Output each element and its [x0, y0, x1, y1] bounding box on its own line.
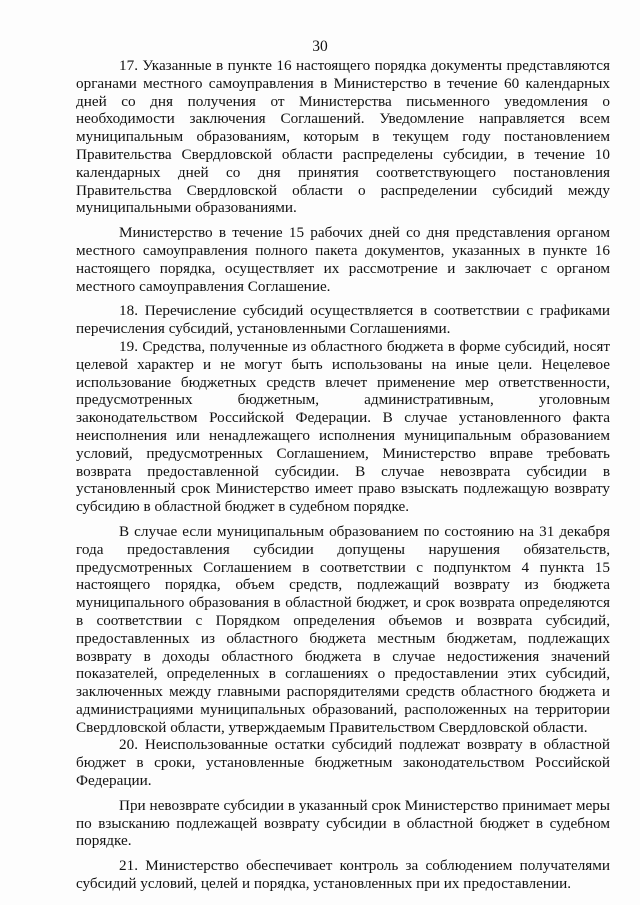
- paragraph-20-continuation: При невозврате субсидии в указанный срок Министерство принимает меры по взысканию подлежащей возврату субсидии в областной бюджет в судебном порядке.: [76, 796, 610, 850]
- paragraph-21: 21. Министерство обеспечивает контроль за соблюдением получателями субсидий условий, целей и порядка, установленных при их предоставлении.: [76, 857, 610, 893]
- paragraph-19-continuation: В случае если муниципальным образованием по состоянию на 31 декабря года предоставления субсидии допущены нарушения обязательств, предусмотренных Соглашением в соответствии с подпунктом 4 пункта 15 настоящего порядка, объем средств, подлежащий возврату из бюджета муниципального образования в областной бюджет, и срок возврата определяются в соответствии с Порядком определения объемов и возврата субсидий, предоставленных из областного бюджета местным бюджетам, подлежащих возврату в доходы областного бюджета в случае недостижения значений показателей, определенных в соглашениях о предоставлении этих субсидий, заключенных между главными распорядителями средств областного бюджета и администрациями муниципальных образований, расположенных на территории Свердловской области, утверждаемым Правительством Свердловской области.: [76, 522, 610, 736]
- document-body: [76, 57, 610, 893]
- paragraph-18: 18. Перечисление субсидий осуществляется в соответствии с графиками перечисления субсидий, установленными Соглашениями.: [76, 302, 610, 338]
- page-number: 30: [312, 38, 328, 55]
- paragraph-17-continuation: Министерство в течение 15 рабочих дней со дня представления органом местного самоуправления полного пакета документов, указанных в пункте 16 настоящего порядка, осуществляет их рассмотрение и заключает с органом местного самоуправления Соглашение.: [76, 224, 610, 295]
- paragraph-19: 19. Средства, полученные из областного бюджета в форме субсидий, носят целевой характер и не могут быть использованы на иные цели. Нецелевое использование бюджетных средств влечет применение мер ответственности, предусмотренных бюджетным, административным, уголовным законодательством Российской Федерации. В случае установленного факта неисполнения или ненадлежащего исполнения муниципальным образованием условий, предусмотренных Соглашением, Министерство вправе требовать возврата предоставленной субсидии. В случае невозврата субсидии в установленный срок Министерство имеет право взыскать подлежащую возврату субсидию в областной бюджет в судебном порядке.: [76, 337, 610, 516]
- paragraph-17: 17. Указанные в пункте 16 настоящего порядка документы представляются органами местного самоуправления в Министерство в течение 60 календарных дней со дня получения от Министерства письменного уведомления о необходимости заключения Соглашений. Уведомление направляется всем муниципальным образованиям, которым в текущем году постановлением Правительства Свердловской области распределены субсидии, в течение 10 календарных дней со дня принятия соответствующего постановления Правительства Свердловской области о распределении субсидий между муниципальными образованиями.: [76, 57, 610, 217]
- paragraph-20: 20. Неиспользованные остатки субсидий подлежат возврату в областной бюджет в сроки, установленные бюджетным законодательством Российской Федерации.: [76, 736, 610, 790]
